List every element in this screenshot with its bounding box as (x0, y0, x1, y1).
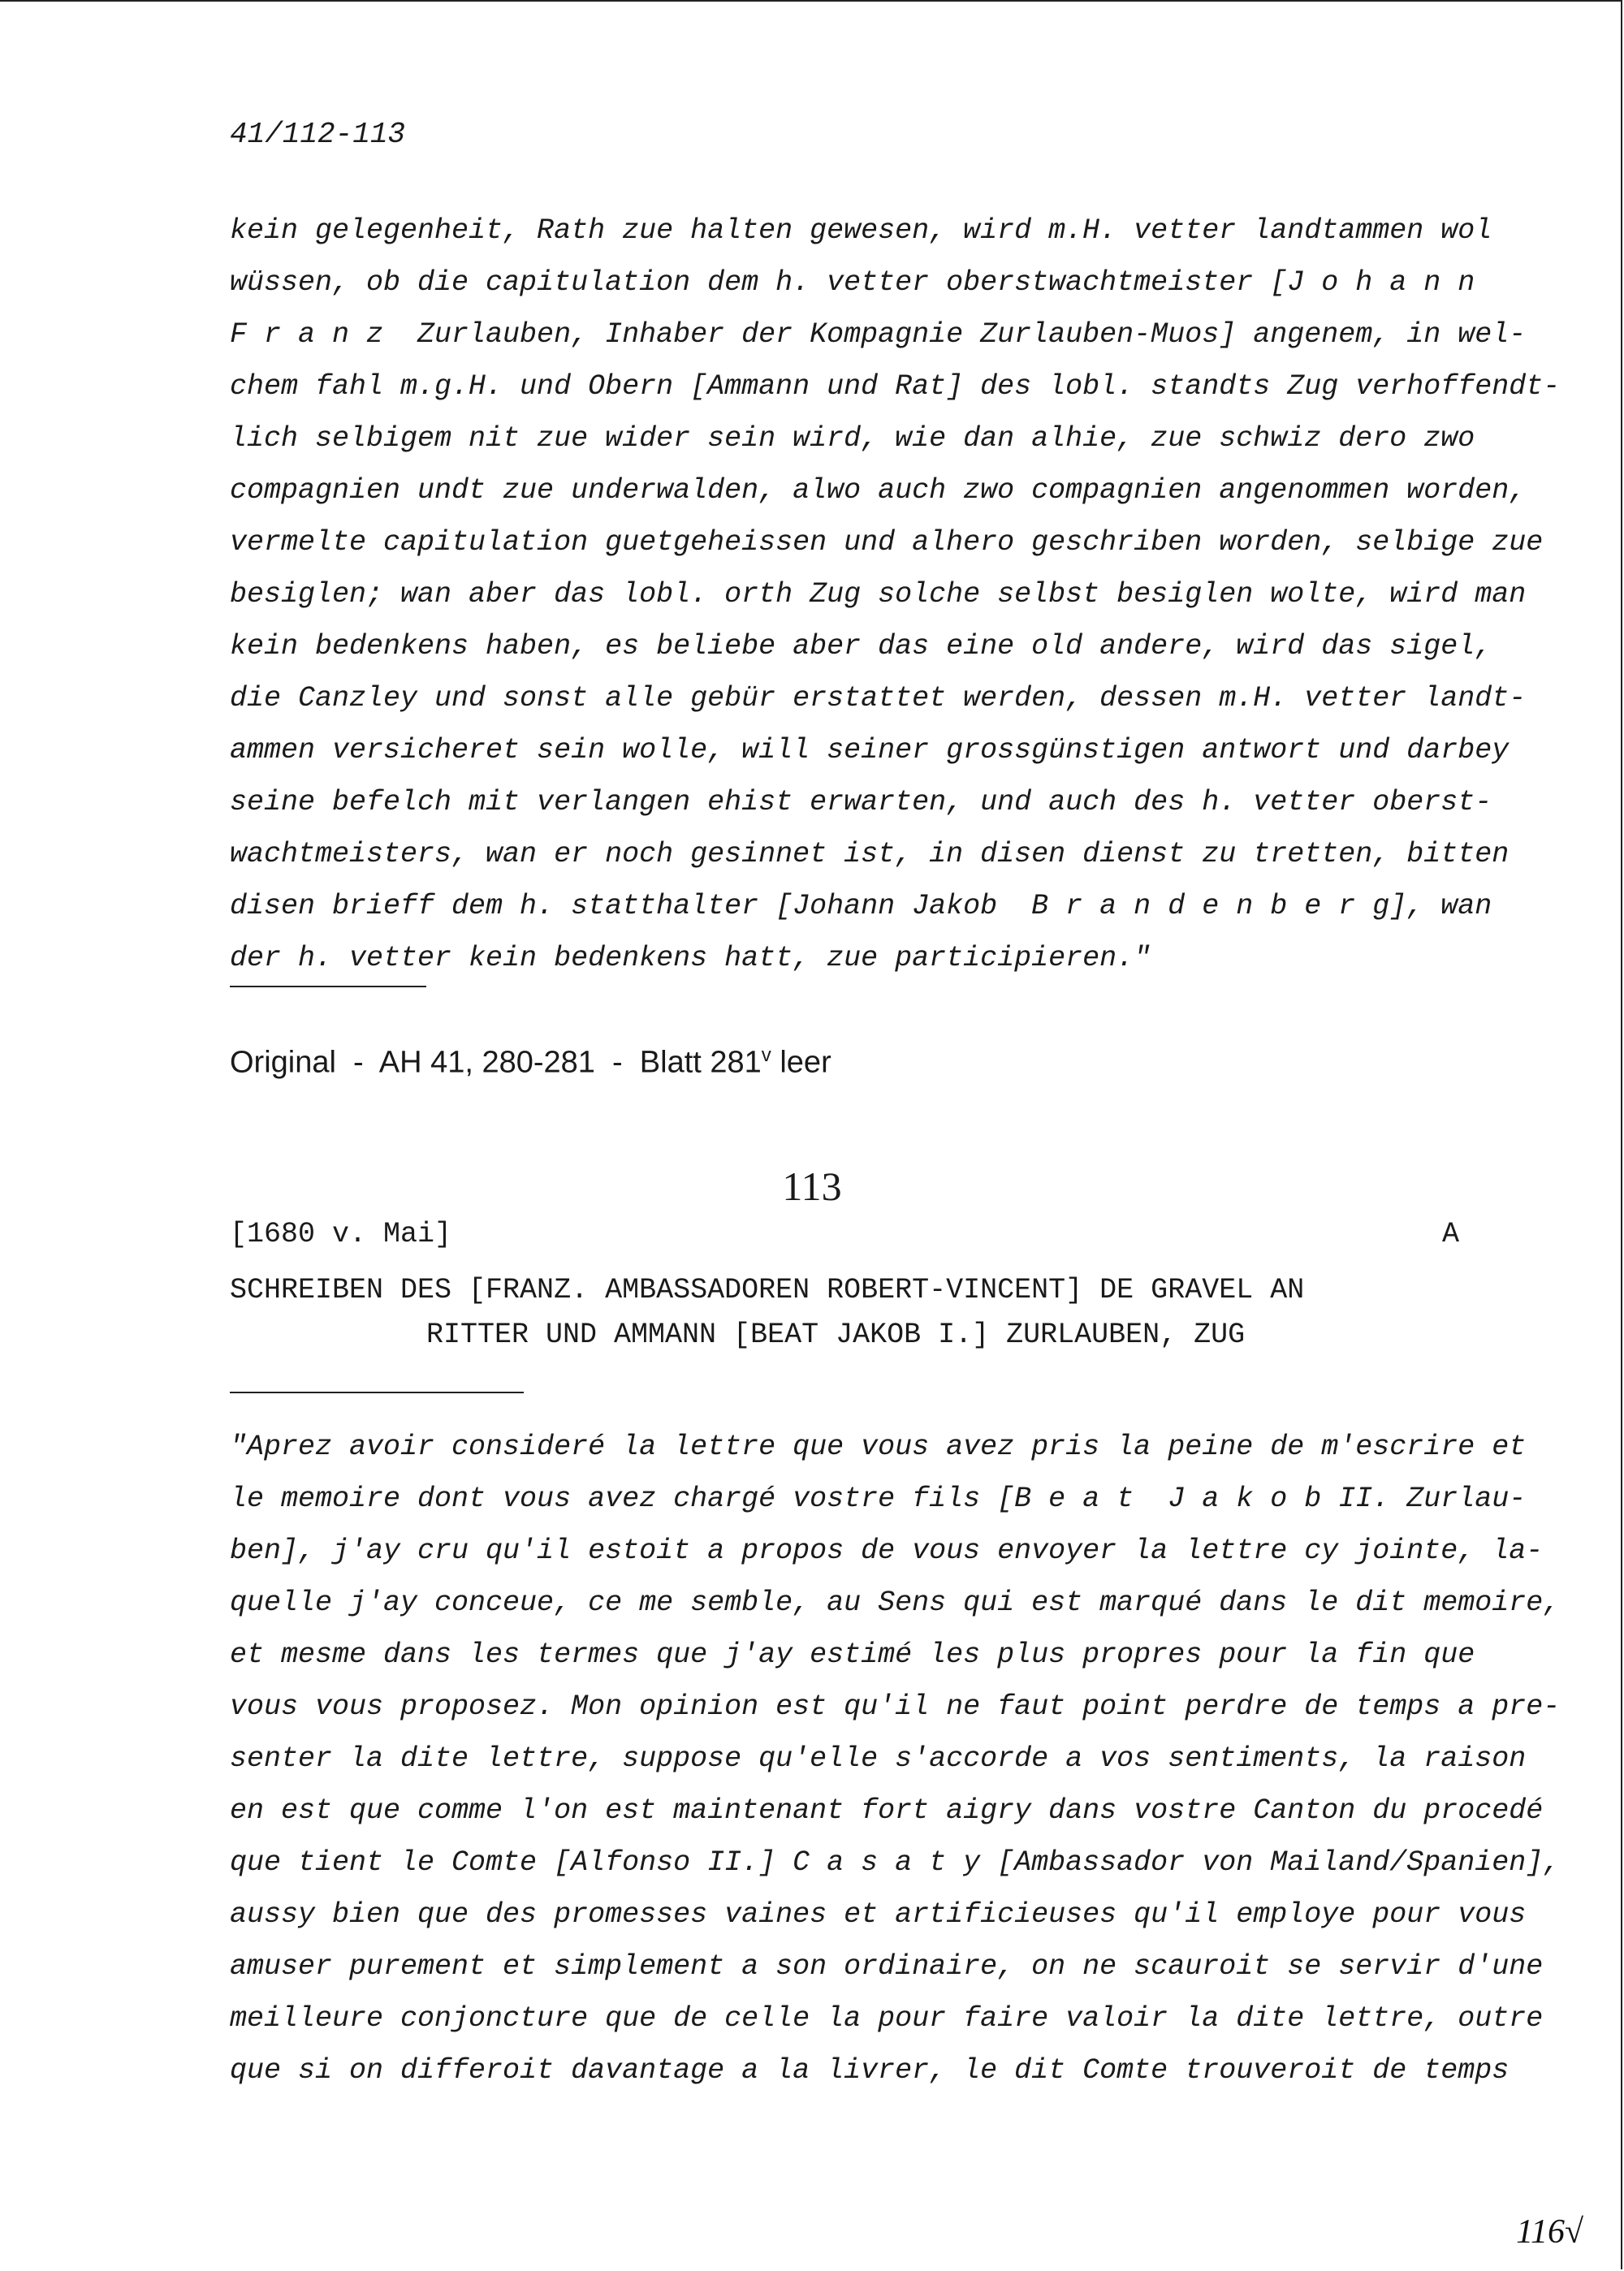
footnote-rule (230, 986, 426, 987)
continuation-text (230, 205, 1561, 984)
document-number: 113 (782, 1164, 842, 1209)
text-line: meilleure conjoncture que de celle la pour faire valoir la dite lettre, outre (230, 2002, 1544, 2035)
text-line: wüssen, ob die capitulation dem h. vetter oberstwachtmeister [J o h a n n (230, 266, 1475, 299)
document-date: [1680 v. Mai] (230, 1218, 452, 1250)
text-line: "Aprez avoir consideré la lettre que vous avez pris la peine de m'escrire et (230, 1431, 1527, 1463)
heading-line-1: SCHREIBEN DES [FRANZ. AMBASSADOREN ROBERT-VINCENT] DE GRAVEL AN (230, 1274, 1305, 1306)
text-line: F r a n z Zurlauben, Inhaber der Kompagnie Zurlauben-Muos] angenem, in wel- (230, 318, 1527, 351)
text-line: seine befelch mit verlangen ehist erwarten, und auch des h. vetter oberst- (230, 786, 1492, 818)
text-line: compagnien undt zue underwalden, alwo auch zwo compagnien angenommen worden, (230, 474, 1527, 507)
text-line: der h. vetter kein bedenkens hatt, zue participieren." (230, 942, 1151, 974)
text-line: en est que comme l'on est maintenant fort aigry dans vostre Canton du procedé (230, 1794, 1544, 1827)
heading-rule (230, 1392, 524, 1393)
text-line: que tient le Comte [Alfonso II.] C a s a t y [Ambassador von Mailand/Spanien], (230, 1846, 1561, 1879)
text-line: ammen versicheret sein wolle, will seiner grossgünstigen antwort und darbey (230, 734, 1510, 766)
text-line: amuser purement et simplement a son ordinaire, on ne scauroit se servir d'une (230, 1950, 1544, 1983)
source-note-text: Original - AH 41, 280-281 - Blatt 281 (230, 1045, 762, 1080)
document-heading (230, 1268, 1304, 1358)
text-line: chem fahl m.g.H. und Obern [Ammann und Rat] des lobl. standts Zug verhoffendt- (230, 370, 1561, 403)
text-line: lich selbigem nit zue wider sein wird, wie dan alhie, zue schwiz dero zwo (230, 422, 1475, 455)
text-line: le memoire dont vous avez chargé vostre fils [B e a t J a k o b II. Zurlau- (230, 1483, 1527, 1515)
text-line: quelle j'ay conceue, ce me semble, au Sens qui est marqué dans le dit memoire, (230, 1587, 1561, 1619)
text-line: disen brieff dem h. statthalter [Johann Jakob B r a n d e n b e r g], wan (230, 890, 1492, 922)
text-line: besiglen; wan aber das lobl. orth Zug solche selbst besiglen wolte, wird man (230, 578, 1527, 611)
text-line: kein bedenkens haben, es beliebe aber das eine old andere, wird das sigel, (230, 630, 1492, 663)
document-mark: A (1441, 1218, 1459, 1250)
text-line: kein gelegenheit, Rath zue halten gewesen, wird m.H. vetter landtammen wol (230, 214, 1492, 247)
page-reference: 41/112-113 (230, 118, 406, 151)
source-note (230, 1044, 831, 1081)
letter-text (230, 1421, 1561, 2096)
text-line: que si on differoit davantage a la livrer, le dit Comte trouveroit de temps (230, 2054, 1510, 2087)
text-line: aussy bien que des promesses vaines et artificieuses qu'il employe pour vous (230, 1898, 1527, 1931)
text-line: vous vous proposez. Mon opinion est qu'il ne faut point perdre de temps a pre- (230, 1690, 1561, 1723)
text-line: senter la dite lettre, suppose qu'elle s'accorde a vos sentiments, la raison (230, 1742, 1527, 1775)
text-line: et mesme dans les termes que j'ay estimé les plus propres pour la fin que (230, 1638, 1475, 1671)
source-note-superscript: v (761, 1044, 771, 1066)
handwritten-folio-mark: 116√ (1516, 2213, 1583, 2251)
text-line: ben], j'ay cru qu'il estoit a propos de vous envoyer la lettre cy jointe, la- (230, 1535, 1544, 1567)
text-line: wachtmeisters, wan er noch gesinnet ist, in disen dienst zu tretten, bitten (230, 838, 1510, 870)
heading-line-2: RITTER UND AMMANN [BEAT JAKOB I.] ZURLAUBEN, ZUG (426, 1319, 1246, 1351)
text-line: die Canzley und sonst alle gebür erstattet werden, dessen m.H. vetter landt- (230, 682, 1527, 715)
text-line: vermelte capitulation guetgeheissen und alhero geschriben worden, selbige zue (230, 526, 1544, 559)
source-note-suffix: leer (771, 1045, 831, 1080)
